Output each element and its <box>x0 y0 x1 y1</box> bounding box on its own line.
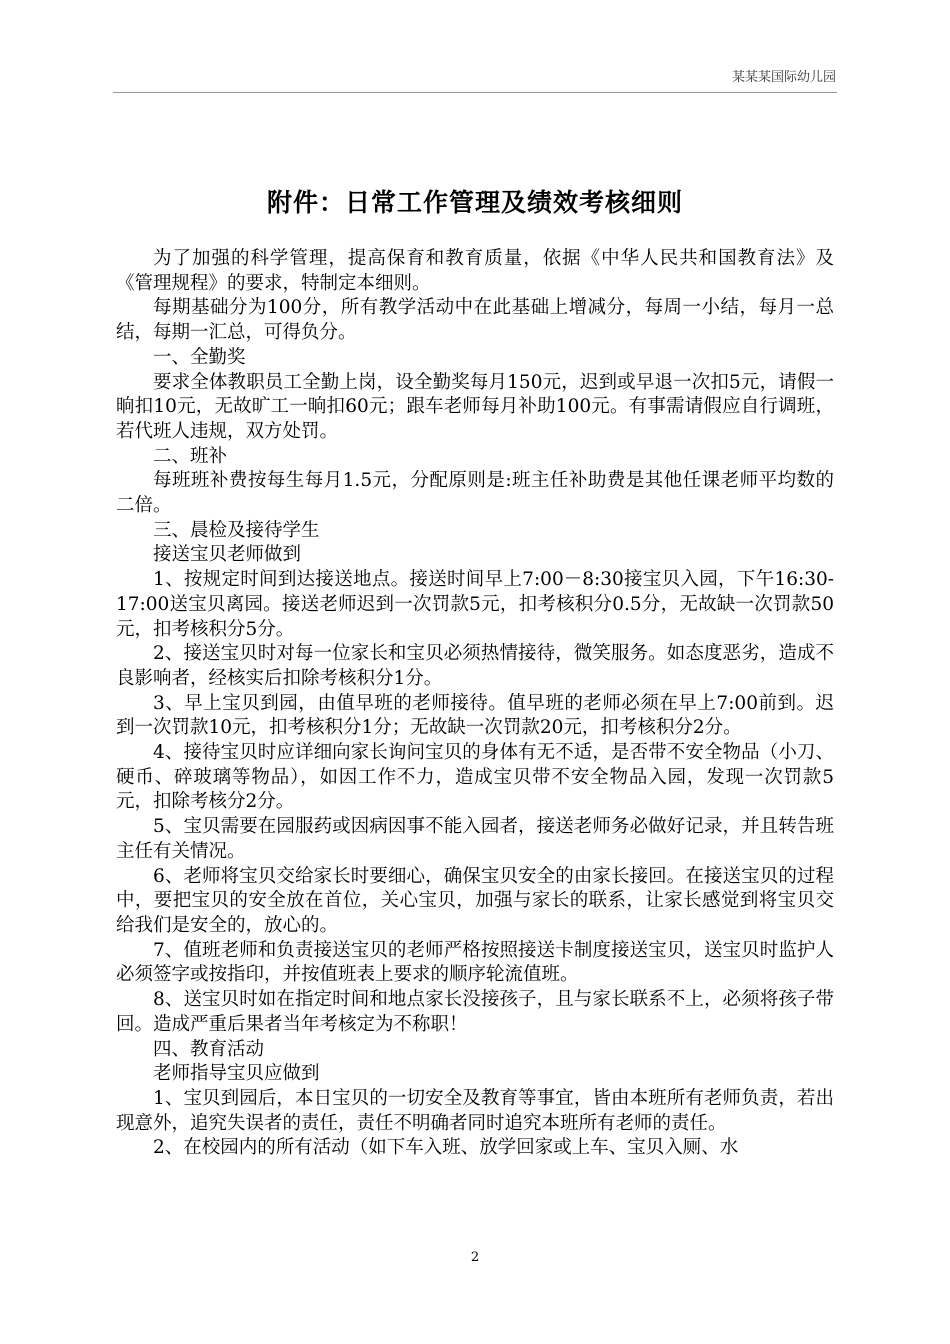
section-heading: 一、全勤奖 <box>153 346 246 368</box>
document-title: 附件：日常工作管理及绩效考核细则 <box>266 188 683 217</box>
section-heading: 三、晨检及接待学生 <box>153 519 320 541</box>
paragraph: 6、老师将宝贝交给家长时要细心，确保宝贝安全的由家长接回。在接送宝贝的过程中，要把宝贝的安全放在首位，关心宝贝，加强与家长的联系，让家长感觉到将宝贝交给我们是安全的，放心的。 <box>116 865 834 936</box>
paragraph: 3、早上宝贝到园，由值早班的老师接待。值早班的老师必须在早上7:00前到。迟到一次罚款10元，扣考核积分1分；无故缺一次罚款20元，扣考核积分2分。 <box>116 692 834 739</box>
paragraph: 2、接送宝贝时对每一位家长和宝贝必须热情接待，微笑服务。如态度恶劣，造成不良影响者，经核实后扣除考核积分1分。 <box>116 643 834 689</box>
subheading: 老师指导宝贝应做到 <box>153 1063 320 1085</box>
paragraph: 每期基础分为100分，所有教学活动中在此基础上增减分，每周一小结，每月一总结，每期一汇总，可得负分。 <box>116 297 834 344</box>
page-header: 某某某国际幼儿园 <box>731 70 836 85</box>
header-rule <box>113 92 837 93</box>
paragraph: 为了加强的科学管理，提高保育和教育质量，依据《中华人民共和国教育法》及《管理规程》的要求，特制定本细则。 <box>116 248 834 294</box>
paragraph: 1、按规定时间到达接送地点。接送时间早上7:00－8:30接宝贝入园，下午16:30-17:00送宝贝离园。接送老师迟到一次罚款5元，扣考核积分0.5分，无故缺一次罚款50元，扣考核积分5分。 <box>116 569 834 640</box>
paragraph: 7、值班老师和负责接送宝贝的老师严格按照接送卡制度接送宝贝，送宝贝时监护人必须签字或按指印，并按值班表上要求的顺序轮流值班。 <box>116 939 834 986</box>
paragraph: 要求全体教职员工全勤上岗，设全勤奖每月150元，迟到或早退一次扣5元，请假一晌扣10元，无故旷工一晌扣60元；跟车老师每月补助100元。有事需请假应自行调班，若代班人违规，双方处罚。 <box>116 371 834 442</box>
paragraph: 每班班补费按每生每月1.5元，分配原则是:班主任补助费是其他任课老师平均数的二倍。 <box>116 470 834 517</box>
document-body <box>116 247 834 1161</box>
paragraph: 1、宝贝到园后，本日宝贝的一切安全及教育等事宜，皆由本班所有老师负责，若出现意外，追究失误者的责任，责任不明确者同时追究本班所有老师的责任。 <box>116 1087 834 1134</box>
paragraph: 8、送宝贝时如在指定时间和地点家长没接孩子，且与家长联系不上，必须将孩子带回。造成严重后果者当年考核定为不称职！ <box>116 989 834 1035</box>
paragraph: 4、接待宝贝时应详细向家长询问宝贝的身体有无不适，是否带不安全物品（小刀、硬币、碎玻璃等物品），如因工作不力，造成宝贝带不安全物品入园，发现一次罚款5元，扣除考核分2分。 <box>116 742 834 813</box>
section-heading: 四、教育活动 <box>153 1038 265 1060</box>
subheading: 接送宝贝老师做到 <box>153 544 302 566</box>
paragraph: 5、宝贝需要在园服药或因病因事不能入园者，接送老师务必做好记录，并且转告班主任有关情况。 <box>116 816 834 862</box>
paragraph: 2、在校园内的所有活动（如下车入班、放学回家或上车、宝贝入厕、水 <box>153 1137 739 1159</box>
page-number: 2 <box>470 1250 480 1265</box>
section-heading: 二、班补 <box>153 445 228 467</box>
